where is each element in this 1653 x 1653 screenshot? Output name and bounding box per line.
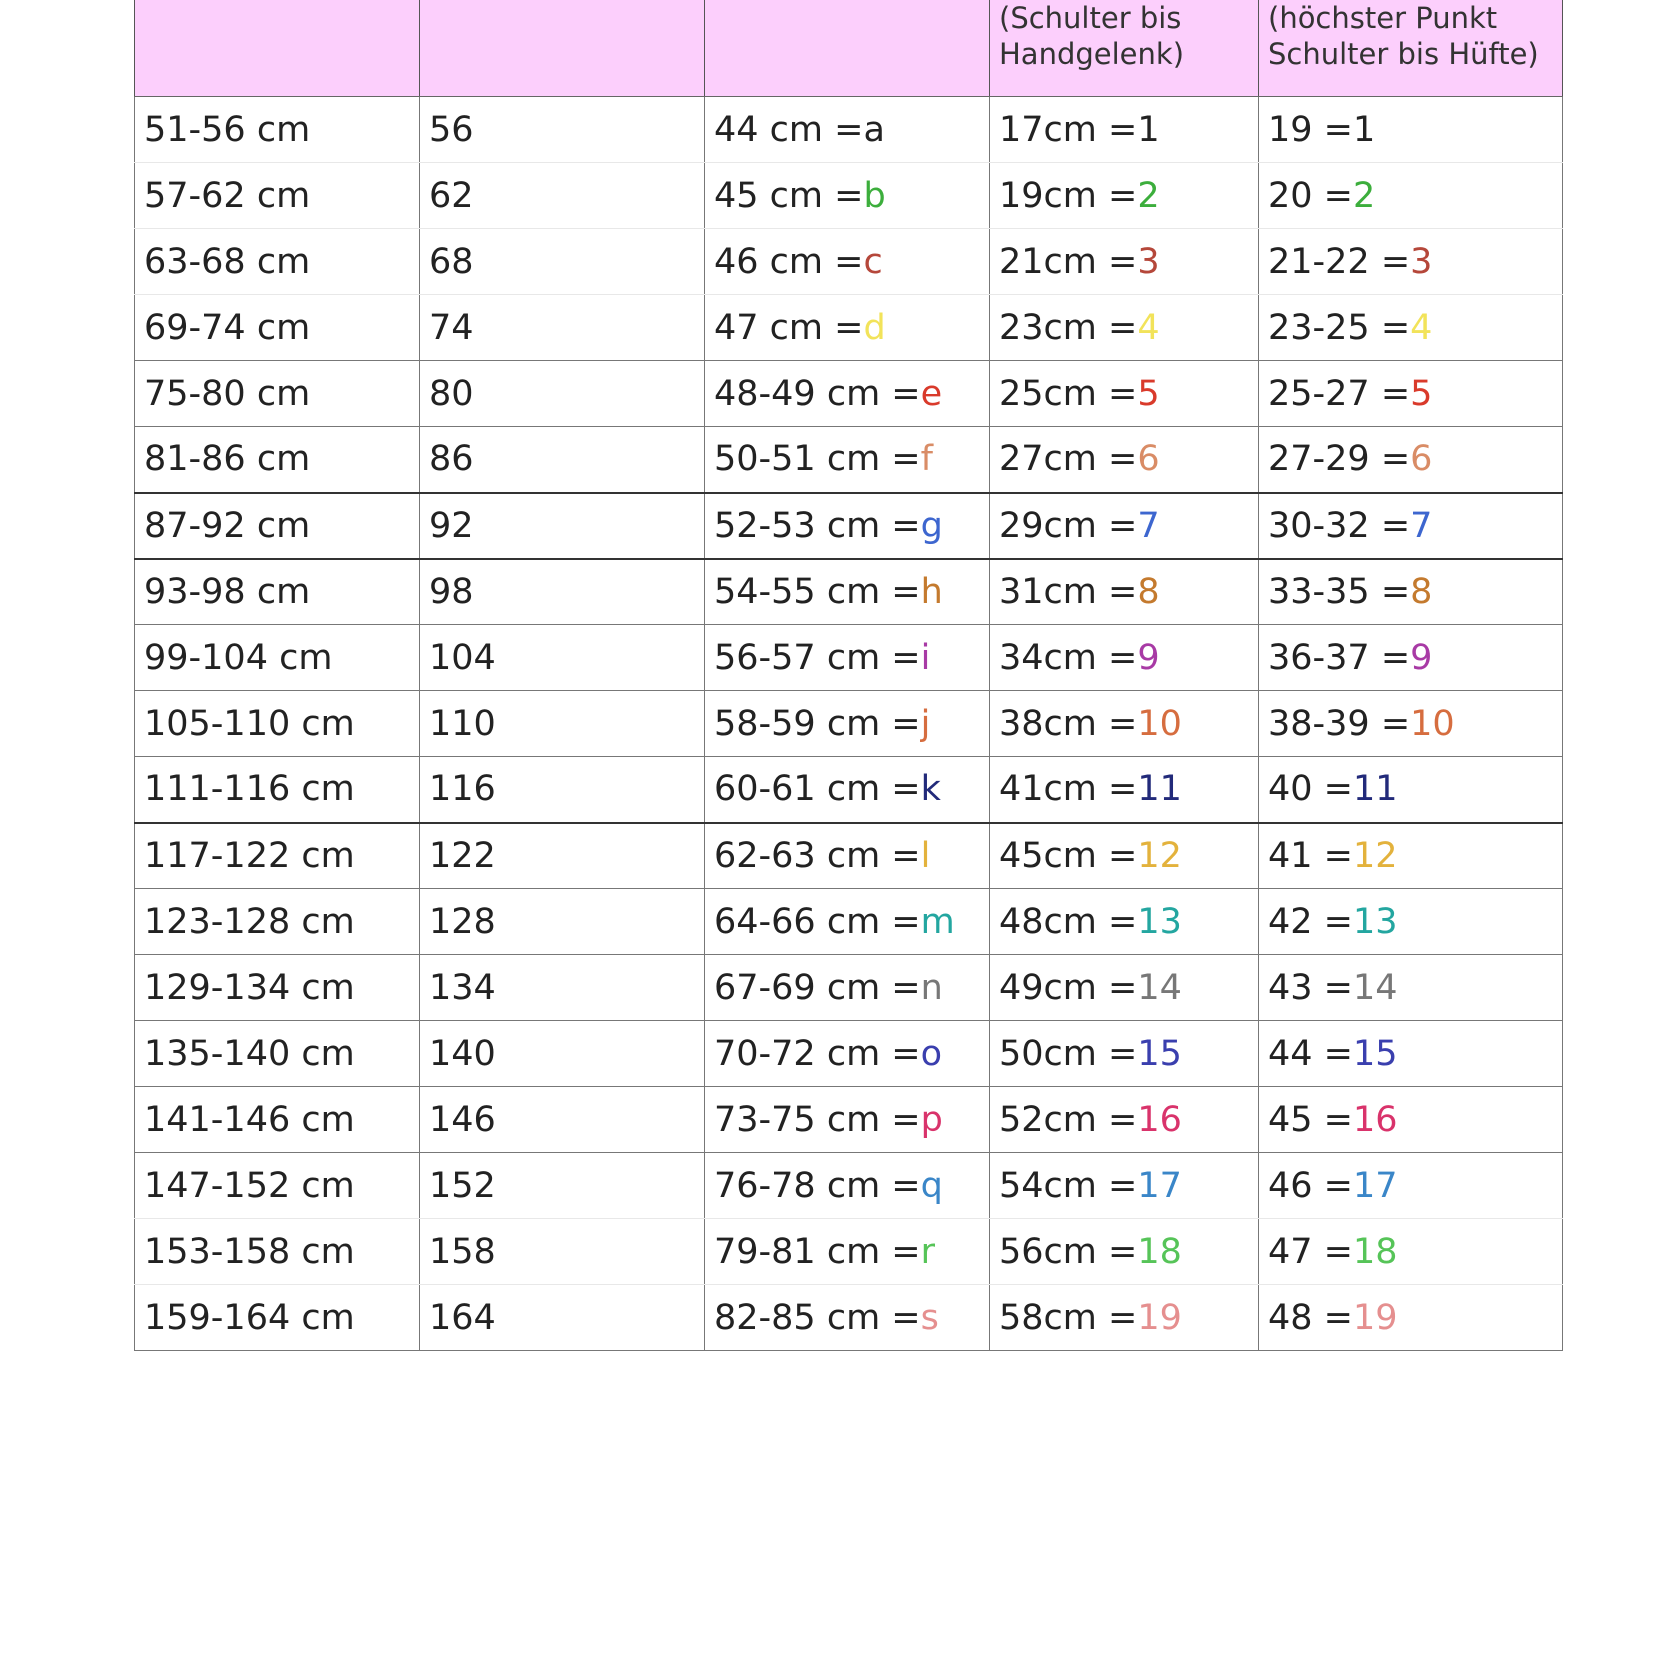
torso-length-cell-value: 19 = (1268, 109, 1353, 150)
arm-length-cell-value: 56cm = (999, 1231, 1138, 1272)
size-cell-text: 152 (429, 1165, 496, 1206)
table-row (135, 493, 1563, 559)
table-row (135, 1021, 1563, 1087)
chest-cell-code: k (920, 769, 941, 810)
arm-length-cell-code: 4 (1137, 307, 1160, 348)
chest-cell (705, 823, 990, 889)
arm-length-cell-value: 23cm = (999, 307, 1138, 348)
table-row (135, 823, 1563, 889)
chest-cell-code: a (863, 109, 885, 150)
arm-length-cell (990, 427, 1259, 493)
arm-length-cell (990, 1285, 1259, 1351)
body-height-cell-text: 123-128 cm (144, 901, 355, 942)
body-height-cell-text: 63-68 cm (144, 241, 311, 282)
arm-length-cell (990, 757, 1259, 823)
chest-cell (705, 757, 990, 823)
arm-length-cell-code: 15 (1137, 1033, 1182, 1074)
torso-length-cell-value: 44 = (1268, 1033, 1353, 1074)
torso-length-cell (1259, 1021, 1563, 1087)
chest-cell-value: 79-81 cm = (714, 1231, 921, 1272)
table-row (135, 361, 1563, 427)
chest-cell-code: b (863, 175, 886, 216)
torso-length-cell-code: 14 (1353, 967, 1398, 1008)
arm-length-cell-value: 27cm = (999, 439, 1138, 480)
size-cell (420, 691, 705, 757)
header-cell-1 (135, 0, 420, 97)
arm-length-cell-code: 8 (1137, 571, 1160, 612)
header-cell-5 (1259, 0, 1563, 97)
arm-length-cell (990, 1087, 1259, 1153)
chest-cell-value: 70-72 cm = (714, 1033, 921, 1074)
arm-length-cell-value: 58cm = (999, 1297, 1138, 1338)
body-height-cell-text: 111-116 cm (144, 769, 355, 810)
chest-cell (705, 493, 990, 559)
chest-cell (705, 1219, 990, 1285)
chest-cell-code: o (920, 1033, 943, 1074)
size-cell-text: 86 (429, 439, 474, 480)
torso-length-cell-code: 7 (1410, 505, 1433, 546)
chest-cell-value: 64-66 cm = (714, 901, 921, 942)
size-cell-text: 116 (429, 769, 496, 810)
header-row (135, 0, 1563, 97)
torso-length-cell-code: 2 (1353, 175, 1376, 216)
body-height-cell (135, 1153, 420, 1219)
arm-length-cell-value: 49cm = (999, 967, 1138, 1008)
torso-length-cell-code: 15 (1353, 1033, 1398, 1074)
arm-length-cell-code: 9 (1137, 637, 1160, 678)
chest-cell (705, 1153, 990, 1219)
torso-length-cell (1259, 889, 1563, 955)
arm-length-cell-value: 45cm = (999, 835, 1138, 876)
torso-length-cell-code: 9 (1410, 637, 1433, 678)
torso-length-cell-value: 43 = (1268, 967, 1353, 1008)
body-height-cell-text: 147-152 cm (144, 1165, 355, 1206)
body-height-cell (135, 1219, 420, 1285)
torso-length-cell-code: 13 (1353, 901, 1398, 942)
arm-length-cell (990, 1021, 1259, 1087)
size-cell-text: 158 (429, 1231, 496, 1272)
arm-length-cell (990, 823, 1259, 889)
chest-cell (705, 97, 990, 163)
torso-length-cell-code: 18 (1353, 1231, 1398, 1272)
arm-length-cell (990, 955, 1259, 1021)
chest-cell-code: l (920, 835, 931, 876)
body-height-cell-text: 105-110 cm (144, 703, 355, 744)
arm-length-cell-value: 17cm = (999, 109, 1138, 150)
table-row (135, 1285, 1563, 1351)
chest-cell (705, 163, 990, 229)
table-row (135, 1219, 1563, 1285)
arm-length-cell-code: 12 (1137, 835, 1182, 876)
torso-length-cell-value: 27-29 = (1268, 439, 1411, 480)
arm-length-cell (990, 493, 1259, 559)
body-height-cell-text: 81-86 cm (144, 439, 311, 480)
body-height-cell-text: 141-146 cm (144, 1099, 355, 1140)
header-cell-3 (705, 0, 990, 97)
table-row (135, 757, 1563, 823)
arm-length-cell-value: 54cm = (999, 1165, 1138, 1206)
size-cell (420, 97, 705, 163)
torso-length-cell (1259, 295, 1563, 361)
size-cell-text: 62 (429, 175, 474, 216)
size-cell (420, 1219, 705, 1285)
chest-cell-code: r (920, 1231, 936, 1272)
chest-cell (705, 229, 990, 295)
chest-cell-value: 58-59 cm = (714, 703, 921, 744)
size-cell (420, 757, 705, 823)
table-row (135, 163, 1563, 229)
table-header (135, 0, 1563, 97)
torso-length-cell-value: 23-25 = (1268, 307, 1411, 348)
body-height-cell (135, 163, 420, 229)
size-cell-text: 92 (429, 505, 474, 546)
table-row (135, 955, 1563, 1021)
body-height-cell-text: 75-80 cm (144, 373, 311, 414)
chest-cell-value: 76-78 cm = (714, 1165, 921, 1206)
chest-cell (705, 427, 990, 493)
body-height-cell-text: 93-98 cm (144, 571, 311, 612)
arm-length-cell-code: 16 (1137, 1099, 1182, 1140)
chest-cell-code: j (920, 703, 931, 744)
size-cell (420, 1153, 705, 1219)
torso-length-cell-code: 1 (1353, 109, 1376, 150)
body-height-cell-text: 99-104 cm (144, 637, 333, 678)
arm-length-cell-code: 3 (1137, 241, 1160, 282)
table-row (135, 625, 1563, 691)
arm-length-cell-code: 19 (1137, 1297, 1182, 1338)
body-height-cell (135, 493, 420, 559)
body-height-cell (135, 361, 420, 427)
torso-length-cell-code: 17 (1353, 1165, 1398, 1206)
size-cell-text: 140 (429, 1033, 496, 1074)
chest-cell-value: 52-53 cm = (714, 505, 921, 546)
body-height-cell-text: 51-56 cm (144, 109, 311, 150)
size-cell (420, 559, 705, 625)
torso-length-cell-value: 42 = (1268, 901, 1353, 942)
size-cell (420, 625, 705, 691)
chest-cell-code: p (920, 1099, 943, 1140)
body-height-cell-text: 135-140 cm (144, 1033, 355, 1074)
torso-length-cell (1259, 757, 1563, 823)
torso-length-cell-value: 30-32 = (1268, 505, 1411, 546)
table-row (135, 229, 1563, 295)
arm-length-cell-code: 2 (1137, 175, 1160, 216)
size-cell (420, 955, 705, 1021)
header-cell-4 (990, 0, 1259, 97)
header-text-line: (Schulter bis (999, 1, 1182, 35)
chest-cell-value: 48-49 cm = (714, 373, 921, 414)
torso-length-cell-code: 5 (1410, 373, 1433, 414)
body-height-cell-text: 87-92 cm (144, 505, 311, 546)
torso-length-cell-code: 4 (1410, 307, 1433, 348)
arm-length-cell-code: 5 (1137, 373, 1160, 414)
body-height-cell (135, 97, 420, 163)
chest-cell-value: 60-61 cm = (714, 769, 921, 810)
arm-length-cell-code: 18 (1137, 1231, 1182, 1272)
torso-length-cell (1259, 1285, 1563, 1351)
torso-length-cell (1259, 163, 1563, 229)
body-height-cell (135, 691, 420, 757)
arm-length-cell-value: 38cm = (999, 703, 1138, 744)
chest-cell (705, 1285, 990, 1351)
torso-length-cell-code: 6 (1410, 439, 1433, 480)
chest-cell-code: h (920, 571, 943, 612)
arm-length-cell (990, 163, 1259, 229)
table-row (135, 691, 1563, 757)
torso-length-cell-value: 41 = (1268, 835, 1353, 876)
size-cell-text: 128 (429, 901, 496, 942)
arm-length-cell-value: 48cm = (999, 901, 1138, 942)
arm-length-cell-value: 52cm = (999, 1099, 1138, 1140)
torso-length-cell-value: 45 = (1268, 1099, 1353, 1140)
torso-length-cell (1259, 559, 1563, 625)
torso-length-cell (1259, 691, 1563, 757)
arm-length-cell-value: 25cm = (999, 373, 1138, 414)
arm-length-cell (990, 559, 1259, 625)
size-cell (420, 493, 705, 559)
chest-cell-code: e (920, 373, 943, 414)
chest-cell (705, 1087, 990, 1153)
body-height-cell-text: 57-62 cm (144, 175, 311, 216)
header-text-line: Schulter bis Hüfte) (1268, 37, 1539, 71)
torso-length-cell (1259, 1219, 1563, 1285)
torso-length-cell-value: 47 = (1268, 1231, 1353, 1272)
chest-cell (705, 295, 990, 361)
chest-cell-code: n (920, 967, 943, 1008)
body-height-cell (135, 889, 420, 955)
size-cell (420, 1021, 705, 1087)
arm-length-cell (990, 1153, 1259, 1219)
size-cell (420, 1285, 705, 1351)
arm-length-cell (990, 691, 1259, 757)
arm-length-cell (990, 1219, 1259, 1285)
body-height-cell (135, 757, 420, 823)
body-height-cell-text: 159-164 cm (144, 1297, 355, 1338)
chest-cell-code: i (920, 637, 931, 678)
body-height-cell (135, 1285, 420, 1351)
chest-cell-value: 47 cm = (714, 307, 864, 348)
body-height-cell (135, 823, 420, 889)
chest-cell-value: 82-85 cm = (714, 1297, 921, 1338)
torso-length-cell-value: 46 = (1268, 1165, 1353, 1206)
chest-cell (705, 1021, 990, 1087)
body-height-cell (135, 955, 420, 1021)
body-height-cell-text: 153-158 cm (144, 1231, 355, 1272)
table-row (135, 427, 1563, 493)
chest-cell (705, 361, 990, 427)
arm-length-cell (990, 361, 1259, 427)
torso-length-cell (1259, 361, 1563, 427)
chest-cell-value: 54-55 cm = (714, 571, 921, 612)
arm-length-cell-code: 1 (1137, 109, 1160, 150)
size-cell-text: 56 (429, 109, 474, 150)
size-cell (420, 889, 705, 955)
torso-length-cell (1259, 493, 1563, 559)
arm-length-cell (990, 97, 1259, 163)
chest-cell-value: 62-63 cm = (714, 835, 921, 876)
chest-cell (705, 889, 990, 955)
size-cell-text: 122 (429, 835, 496, 876)
arm-length-cell-code: 13 (1137, 901, 1182, 942)
chest-cell-value: 67-69 cm = (714, 967, 921, 1008)
torso-length-cell (1259, 823, 1563, 889)
chest-cell-value: 50-51 cm = (714, 439, 921, 480)
arm-length-cell-code: 6 (1137, 439, 1160, 480)
torso-length-cell-value: 33-35 = (1268, 571, 1411, 612)
body-height-cell (135, 295, 420, 361)
header-cell-2 (420, 0, 705, 97)
table-body (135, 97, 1563, 1351)
size-cell-text: 164 (429, 1297, 496, 1338)
size-cell (420, 361, 705, 427)
chest-cell-value: 46 cm = (714, 241, 864, 282)
torso-length-cell (1259, 97, 1563, 163)
torso-length-cell-code: 11 (1353, 769, 1398, 810)
body-height-cell (135, 625, 420, 691)
chest-cell-value: 44 cm = (714, 109, 864, 150)
arm-length-cell-value: 31cm = (999, 571, 1138, 612)
torso-length-cell-code: 16 (1353, 1099, 1398, 1140)
size-cell-text: 74 (429, 307, 474, 348)
torso-length-cell-code: 8 (1410, 571, 1433, 612)
arm-length-cell (990, 295, 1259, 361)
body-height-cell (135, 229, 420, 295)
torso-length-cell-value: 38-39 = (1268, 703, 1411, 744)
size-cell-text: 68 (429, 241, 474, 282)
chest-cell (705, 559, 990, 625)
size-cell (420, 427, 705, 493)
body-height-cell (135, 1021, 420, 1087)
torso-length-cell-value: 36-37 = (1268, 637, 1411, 678)
arm-length-cell-value: 21cm = (999, 241, 1138, 282)
torso-length-cell (1259, 427, 1563, 493)
torso-length-cell-value: 40 = (1268, 769, 1353, 810)
size-cell (420, 229, 705, 295)
table-row (135, 97, 1563, 163)
torso-length-cell (1259, 625, 1563, 691)
arm-length-cell-code: 17 (1137, 1165, 1182, 1206)
chest-cell-code: m (920, 901, 955, 942)
table-row (135, 1153, 1563, 1219)
chest-cell (705, 625, 990, 691)
arm-length-cell-code: 10 (1137, 703, 1182, 744)
body-height-cell (135, 1087, 420, 1153)
torso-length-cell (1259, 1087, 1563, 1153)
chest-cell-code: s (920, 1297, 939, 1338)
size-cell-text: 98 (429, 571, 474, 612)
torso-length-cell (1259, 955, 1563, 1021)
torso-length-cell (1259, 1153, 1563, 1219)
body-height-cell-text: 69-74 cm (144, 307, 311, 348)
arm-length-cell-value: 50cm = (999, 1033, 1138, 1074)
torso-length-cell (1259, 229, 1563, 295)
chest-cell-code: d (863, 307, 886, 348)
torso-length-cell-code: 19 (1353, 1297, 1398, 1338)
arm-length-cell (990, 229, 1259, 295)
torso-length-cell-code: 3 (1410, 241, 1433, 282)
torso-length-cell-code: 12 (1353, 835, 1398, 876)
header-text-line: Handgelenk) (999, 37, 1185, 71)
arm-length-cell (990, 625, 1259, 691)
chest-cell (705, 955, 990, 1021)
arm-length-cell-code: 14 (1137, 967, 1182, 1008)
arm-length-cell-value: 29cm = (999, 505, 1138, 546)
header-text-line: (höchster Punkt (1268, 1, 1498, 35)
chest-cell-code: c (863, 241, 883, 282)
chest-cell (705, 691, 990, 757)
torso-length-cell-value: 20 = (1268, 175, 1353, 216)
size-cell (420, 1087, 705, 1153)
table-row (135, 295, 1563, 361)
body-height-cell-text: 117-122 cm (144, 835, 355, 876)
arm-length-cell-code: 11 (1137, 769, 1182, 810)
chest-cell-code: g (920, 505, 943, 546)
body-height-cell-text: 129-134 cm (144, 967, 355, 1008)
torso-length-cell-value: 21-22 = (1268, 241, 1411, 282)
arm-length-cell-value: 34cm = (999, 637, 1138, 678)
torso-length-cell-value: 48 = (1268, 1297, 1353, 1338)
size-cell (420, 295, 705, 361)
torso-length-cell-code: 10 (1410, 703, 1455, 744)
size-cell-text: 80 (429, 373, 474, 414)
arm-length-cell (990, 889, 1259, 955)
chest-cell-code: f (920, 439, 933, 480)
chest-cell-value: 45 cm = (714, 175, 864, 216)
body-height-cell (135, 427, 420, 493)
arm-length-cell-code: 7 (1137, 505, 1160, 546)
size-cell-text: 134 (429, 967, 496, 1008)
size-cell-text: 110 (429, 703, 496, 744)
chest-cell-code: q (920, 1165, 943, 1206)
table-row (135, 559, 1563, 625)
chest-cell-value: 56-57 cm = (714, 637, 921, 678)
body-height-cell (135, 559, 420, 625)
size-chart-table (134, 0, 1563, 1351)
table-row (135, 1087, 1563, 1153)
size-cell (420, 823, 705, 889)
arm-length-cell-value: 19cm = (999, 175, 1138, 216)
size-cell (420, 163, 705, 229)
chest-cell-value: 73-75 cm = (714, 1099, 921, 1140)
torso-length-cell-value: 25-27 = (1268, 373, 1411, 414)
size-cell-text: 104 (429, 637, 496, 678)
arm-length-cell-value: 41cm = (999, 769, 1138, 810)
table-row (135, 889, 1563, 955)
size-cell-text: 146 (429, 1099, 496, 1140)
